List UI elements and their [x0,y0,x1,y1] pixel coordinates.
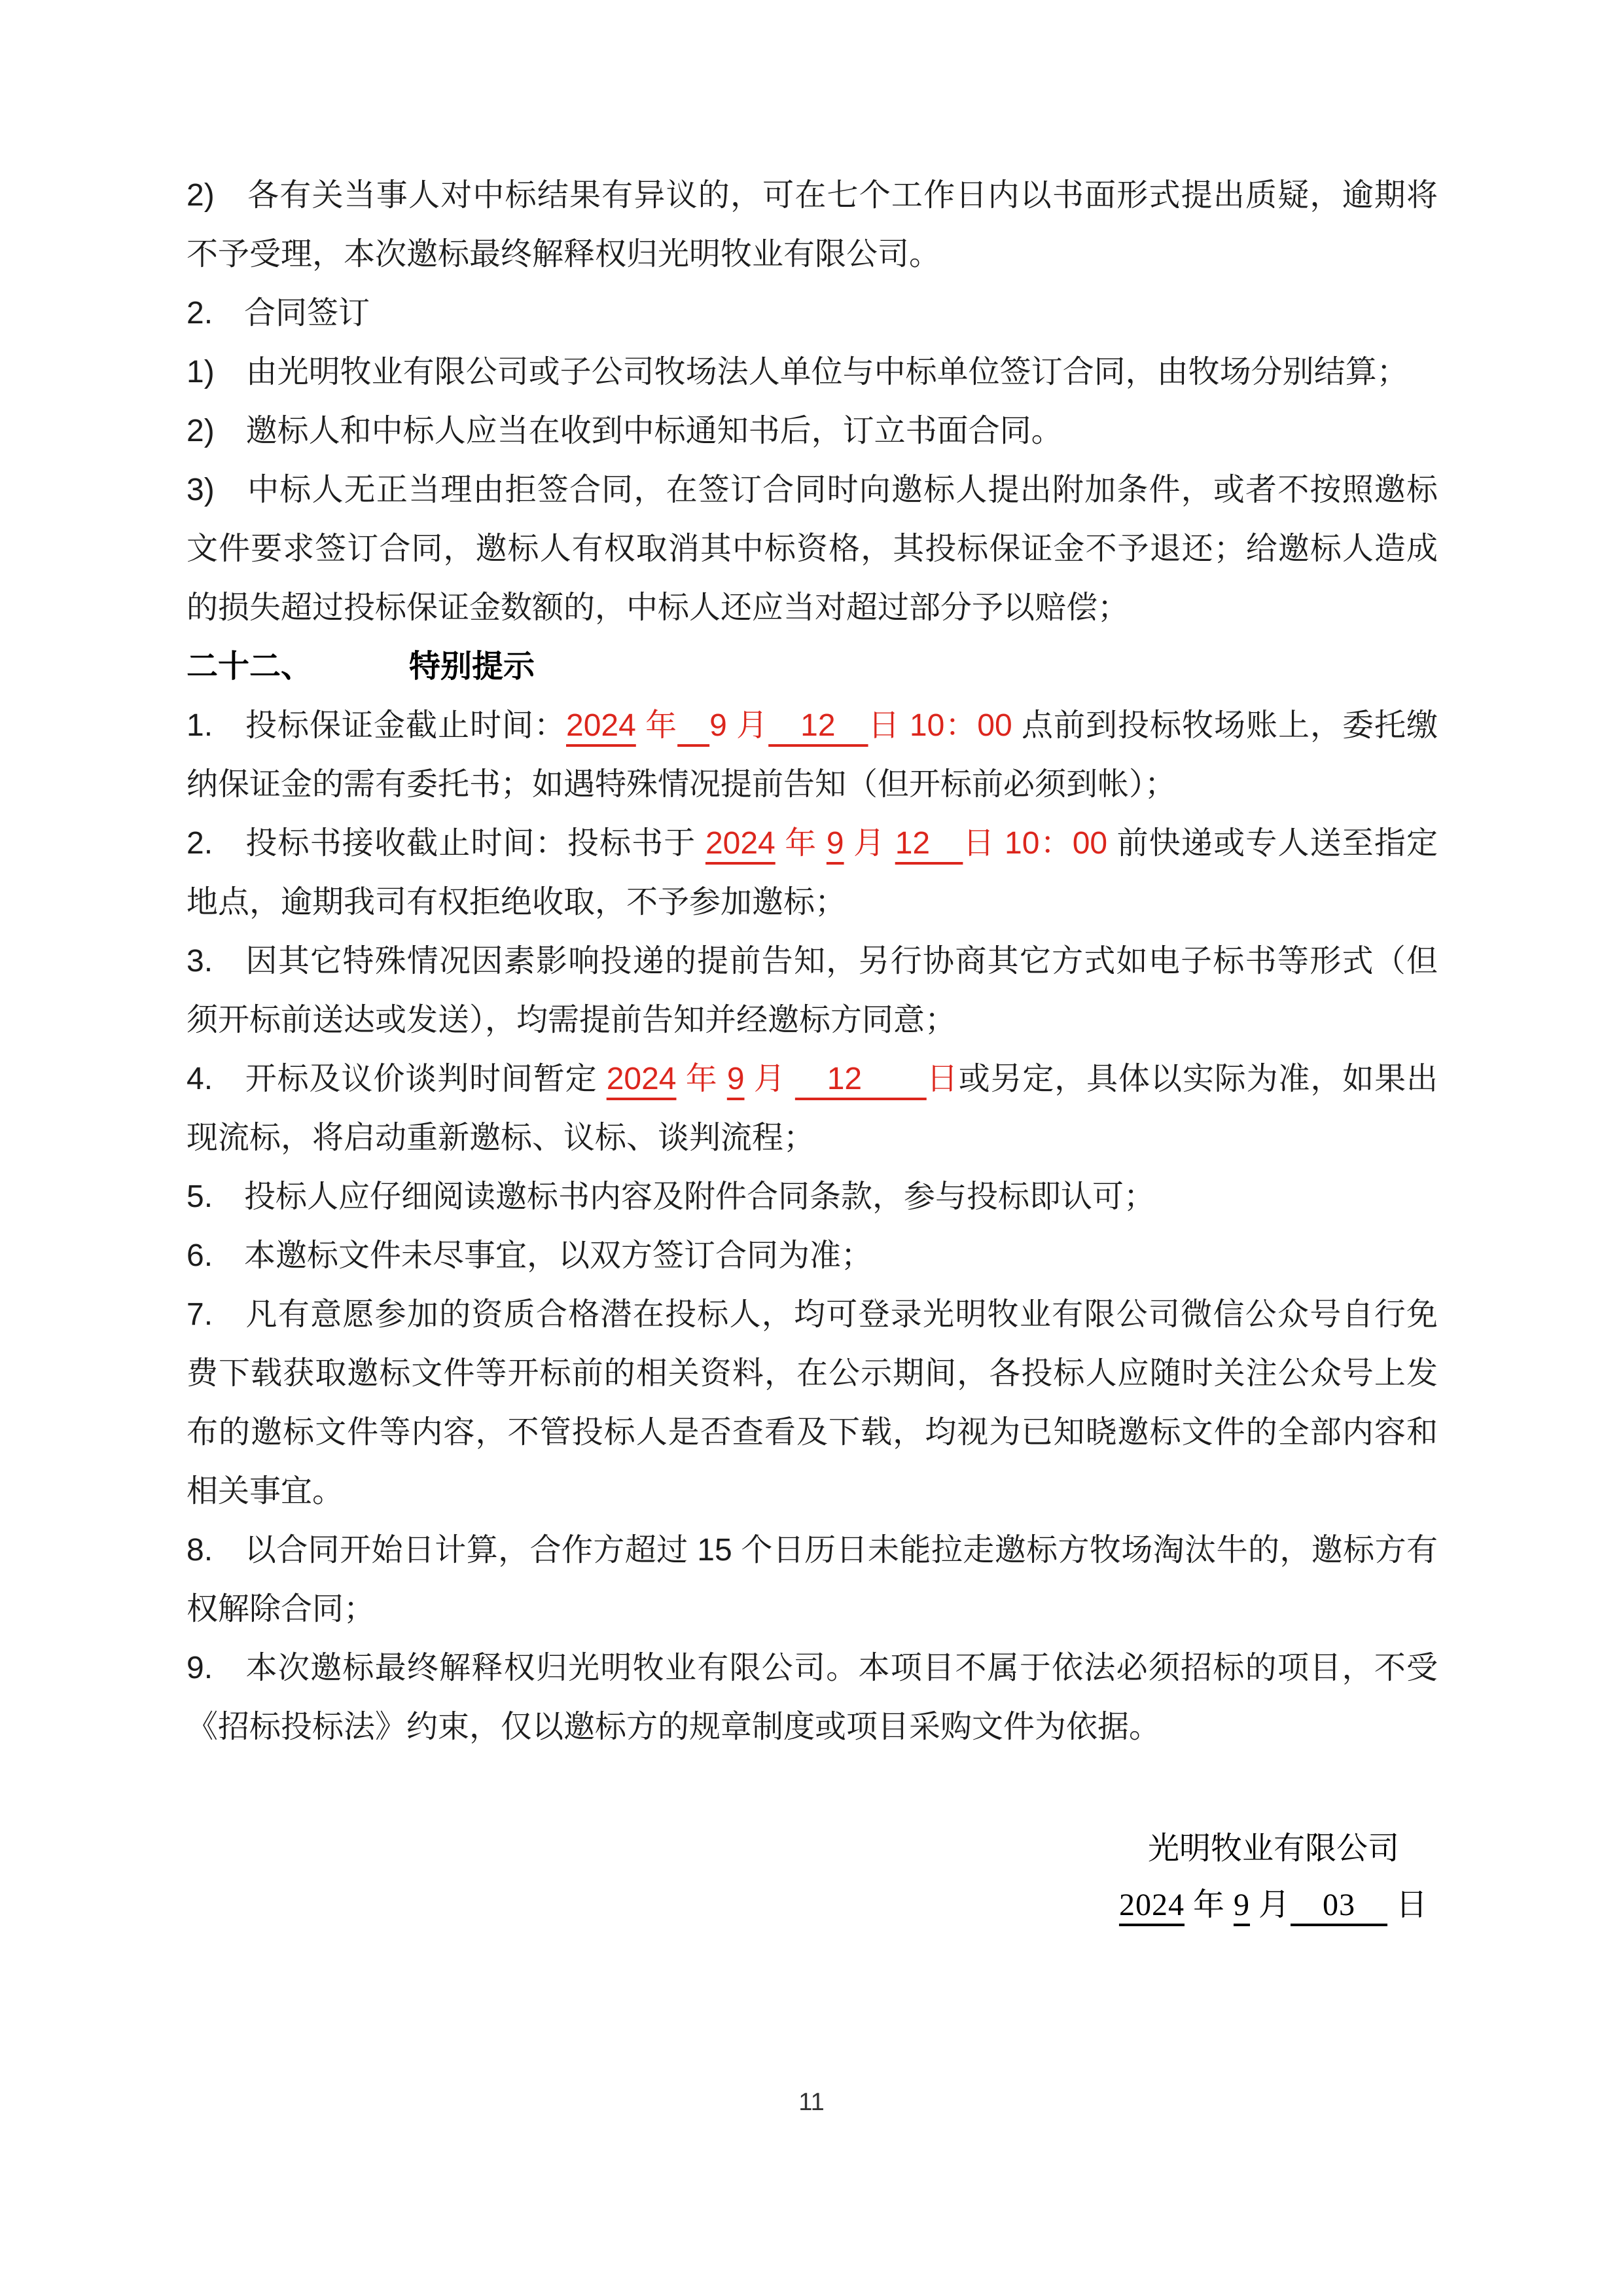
text-run: 日 10：00 [868,708,1012,743]
text-run: 月 [744,1062,795,1096]
text-run: 2024 [606,1062,677,1096]
text-run: 3) 中标人无正当理由拒签合同，在签订合同时向邀标人提出附加条件，或者不按照邀标文件要求签订合同，邀标人有权取消其中标资格，其投标保证金不予退还；给邀标人造成的损失超过投标保证金数额的，中标人还应当对超过部分予以赔偿； [187,473,1438,625]
text-run: 9 [826,826,844,861]
paragraph [187,1050,1438,1168]
signature-block [1119,1821,1428,1933]
text-run: 年 [1184,1888,1234,1922]
text-run: 2024 [566,708,636,743]
document-body [187,166,1438,1757]
text-run: 7. 凡有意愿参加的资质合格潜在投标人，均可登录光明牧业有限公司微信公众号自行免费下载获取邀标文件等开标前的相关资料，在公示期间，各投标人应随时关注公众号上发布的邀标文件等内容，不管投标人是否查看及下载，均视为已知晓邀标文件的全部内容和相关事宜。 [187,1297,1438,1509]
text-run: 5. 投标人应仔细阅读邀标书内容及附件合同条款，参与投标即认可； [187,1179,1156,1214]
text-run: 或另定，具体以实际为准，如果出现流标，将启动重新邀标、议标、谈判流程； [187,1062,1438,1155]
text-run: 12 [794,1062,927,1096]
text-run: 前快递或专人送至指定地点，逾期我司有权拒绝收取，不予参加邀标； [187,826,1438,920]
text-run: 年 [676,1062,727,1096]
paragraph [187,1521,1438,1639]
paragraph [187,1168,1438,1227]
paragraph [187,932,1438,1050]
text-run: 日 [1387,1888,1428,1922]
text-run: 3. 因其它特殊情况因素影响投递的提前告知，另行协商其它方式如电子标书等形式（但须开标前送达或发送），均需提前告知并经邀标方同意； [187,944,1438,1037]
text-run: 特别提示 [409,649,535,684]
text-run: 9 [726,1062,745,1096]
text-run: 2024 [705,826,776,861]
text-run: 年 [635,708,678,743]
paragraph [187,461,1438,637]
paragraph [187,814,1438,932]
text-run: 1) 由光明牧业有限公司或子公司牧场法人单位与中标单位签订合同，由牧场分别结算； [187,355,1408,389]
text-run: 月 [1249,1888,1291,1922]
text-run: 4. 开标及议价谈判时间暂定 [187,1062,607,1096]
text-run: 12 [768,708,868,743]
paragraph [187,696,1438,814]
text-run: 点前到投标牧场账上，委托缴纳保证金的需有委托书；如遇特殊情况提前告知（但开标前必须到帐）； [187,708,1438,802]
paragraph [187,1639,1438,1757]
text-run: 2. 投标书接收截止时间：投标书于 [187,826,705,861]
paragraph [187,343,1438,402]
signature-company: 光明牧业有限公司 [1147,1831,1399,1866]
paragraph [187,1285,1438,1521]
text-run: 6. 本邀标文件未尽事宜，以双方签订合同为准； [187,1238,873,1273]
text-run: 1. 投标保证金截止时间： [187,708,566,743]
paragraph [187,284,1438,343]
text-run: 2) 邀标人和中标人应当在收到中标通知书后，订立书面合同。 [187,414,1063,448]
paragraph [187,166,1438,284]
section-heading [187,637,1438,696]
page-number: 11 [798,2089,825,2116]
text-run [677,708,709,743]
text-run: 9 月 [709,708,769,743]
text-run: 9. 本次邀标最终解释权归光明牧业有限公司。本项目不属于依法必须招标的项目，不受《招标投标法》约束，仅以邀标方的规章制度或项目采购文件为依据。 [187,1651,1438,1744]
text-run: 月 [844,826,895,861]
paragraph [187,402,1438,461]
text-run: 12 [895,826,963,861]
text-run: 03 [1290,1888,1387,1922]
text-run: 二十二、 [187,649,313,684]
text-run: 日 10：00 [963,826,1108,861]
text-run: 8. 以合同开始日计算，合作方超过 15 个日历日未能拉走邀标方牧场淘汰牛的，邀标方有权解除合同； [187,1533,1438,1626]
text-run: 2024 [1118,1888,1185,1922]
text-run: 2) 各有关当事人对中标结果有异议的，可在七个工作日内以书面形式提出质疑，逾期将不予受理，本次邀标最终解释权归光明牧业有限公司。 [187,178,1438,272]
text-run: 2. 合同签订 [187,296,370,331]
text-run: 日 [926,1062,959,1096]
text-run: 年 [775,826,827,861]
signature-date [1119,1877,1428,1933]
paragraph [187,1227,1438,1285]
text-run: 9 [1233,1888,1250,1922]
